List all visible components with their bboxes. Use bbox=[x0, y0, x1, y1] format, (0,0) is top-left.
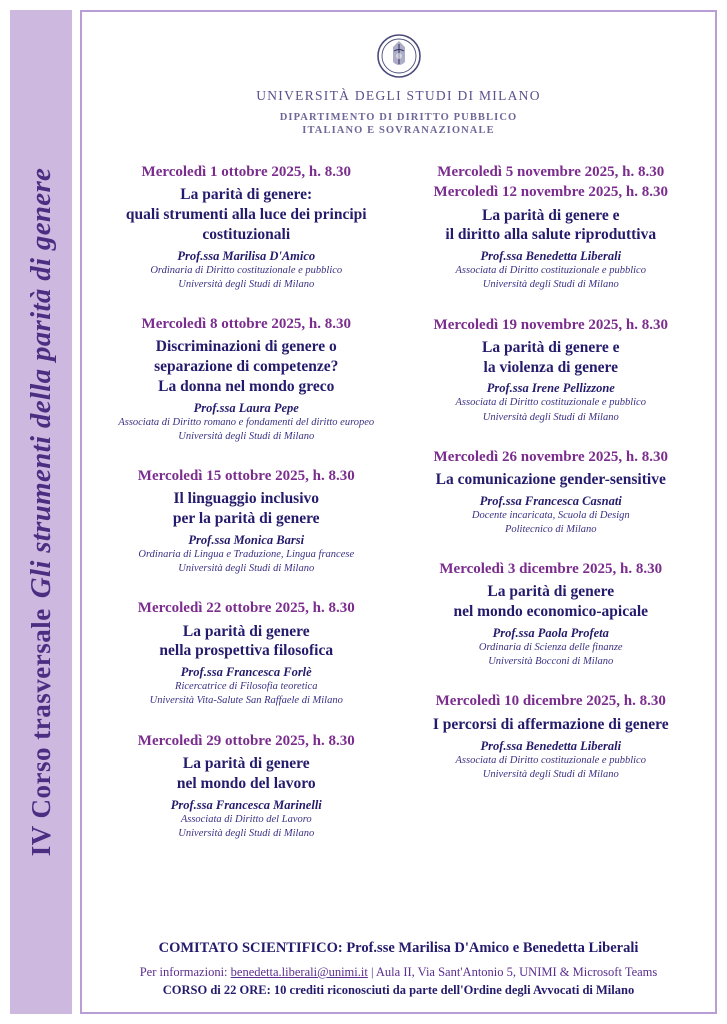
schedule-entry bbox=[405, 559, 698, 669]
entry-title-line: La parità di genere e bbox=[482, 338, 620, 356]
contact-info-suffix: | Aula II, Via Sant'Antonio 5, UNIMI & Microsoft Teams bbox=[367, 965, 658, 979]
entry-affiliation: Università degli Studi di Milano bbox=[178, 278, 315, 290]
entry-affiliation: Università Vita-Salute San Raffaele di Milano bbox=[149, 695, 343, 707]
entry-title bbox=[100, 489, 393, 529]
scientific-committee: COMITATO SCIENTIFICO: Prof.sse Marilisa D'Amico e Benedetta Liberali bbox=[158, 940, 639, 956]
entry-speaker: Prof.ssa Benedetta Liberali bbox=[480, 249, 622, 264]
entry-title bbox=[405, 582, 698, 622]
entry-speaker: Prof.ssa Monica Barsi bbox=[188, 533, 305, 548]
entry-affiliation: Università degli Studi di Milano bbox=[178, 563, 315, 575]
entry-speaker: Prof.ssa Francesca Marinelli bbox=[170, 797, 322, 812]
entry-title-line: La donna nel mondo greco bbox=[158, 377, 335, 395]
department-line-1: DIPARTIMENTO DI DIRITTO PUBBLICO bbox=[279, 112, 518, 123]
entry-title bbox=[100, 185, 393, 244]
entry-title-line: La comunicazione gender-sensitive bbox=[435, 471, 666, 488]
schedule-entry bbox=[100, 731, 393, 841]
entry-affiliation: Docente incaricata, Scuola di Design bbox=[471, 509, 630, 521]
entry-date: Mercoledì 29 ottobre 2025, h. 8.30 bbox=[137, 732, 355, 749]
entry-affiliation: Università degli Studi di Milano bbox=[178, 827, 315, 839]
poster-content bbox=[80, 10, 717, 1014]
entry-affiliation: Università degli Studi di Milano bbox=[482, 768, 619, 780]
schedule-entry bbox=[100, 162, 393, 292]
entry-date: Mercoledì 26 novembre 2025, h. 8.30 bbox=[433, 448, 668, 465]
entry-affiliation: Ordinaria di Scienza delle finanze bbox=[478, 642, 623, 654]
entry-speaker: Prof.ssa Irene Pellizzone bbox=[486, 381, 615, 396]
entry-title-line: nel mondo del lavoro bbox=[176, 774, 316, 792]
entry-title-line: La parità di genere bbox=[182, 754, 310, 772]
entry-title-line: nel mondo economico-apicale bbox=[453, 603, 649, 621]
schedule-entry bbox=[405, 315, 698, 425]
entry-title bbox=[405, 470, 698, 490]
schedule-column-right bbox=[399, 162, 704, 863]
entry-title-line: separazione di competenze? bbox=[154, 358, 339, 376]
entry-speaker: Prof.ssa Paola Profeta bbox=[492, 626, 609, 641]
entry-title-line: La parità di genere: bbox=[180, 186, 313, 204]
entry-title-line: quali strumenti alla luce dei principi bbox=[125, 206, 367, 224]
entry-affiliation: Associata di Diritto romano e fondamenti del diritto europeo bbox=[118, 416, 375, 428]
entry-title bbox=[100, 337, 393, 396]
entry-date: Mercoledì 15 ottobre 2025, h. 8.30 bbox=[137, 468, 355, 485]
entry-title-line: La parità di genere bbox=[487, 583, 615, 601]
sidebar-title-line2: Gli strumenti della parità di genere bbox=[24, 167, 57, 599]
schedule-columns bbox=[82, 162, 715, 863]
entry-title-line: La parità di genere bbox=[182, 622, 310, 640]
department-line-2: ITALIANO E SOVRANAZIONALE bbox=[302, 125, 495, 136]
entry-date: Mercoledì 12 novembre 2025, h. 8.30 bbox=[433, 184, 668, 201]
entry-affiliation: Università degli Studi di Milano bbox=[178, 430, 315, 442]
entry-affiliation: Associata di Diritto costituzionale e pubblico bbox=[455, 754, 646, 766]
sidebar-title-line1: IV Corso trasversale bbox=[25, 608, 56, 857]
entry-speaker: Prof.ssa Francesca Forlè bbox=[180, 665, 312, 680]
schedule-entry bbox=[405, 162, 698, 293]
schedule-entry bbox=[100, 314, 393, 444]
entry-date: Mercoledì 1 ottobre 2025, h. 8.30 bbox=[141, 164, 351, 180]
schedule-entry bbox=[100, 598, 393, 708]
schedule-entry bbox=[405, 447, 698, 537]
entry-title-line: costituzionali bbox=[202, 225, 291, 243]
entry-date: Mercoledì 22 ottobre 2025, h. 8.30 bbox=[137, 600, 355, 617]
university-name: UNIVERSITÀ DEGLI STUDI DI MILANO bbox=[256, 88, 541, 103]
entry-affiliation: Università Bocconi di Milano bbox=[488, 656, 614, 668]
schedule-column-left bbox=[94, 162, 399, 863]
entry-title-line: Discriminazioni di genere o bbox=[155, 338, 337, 356]
entry-affiliation: Università degli Studi di Milano bbox=[482, 279, 619, 291]
entry-date: Mercoledì 5 novembre 2025, h. 8.30 bbox=[437, 164, 665, 180]
entry-affiliation: Ricercatrice di Filosofia teoretica bbox=[175, 681, 318, 693]
entry-date: Mercoledì 10 dicembre 2025, h. 8.30 bbox=[435, 693, 666, 710]
entry-affiliation: Associata di Diritto costituzionale e pubblico bbox=[455, 397, 646, 409]
entry-title-line: I percorsi di affermazione di genere bbox=[432, 715, 669, 733]
entry-affiliation: Ordinaria di Diritto costituzionale e pubblico bbox=[150, 264, 343, 276]
entry-title bbox=[100, 754, 393, 794]
entry-affiliation: Ordinaria di Lingua e Traduzione, Lingua francese bbox=[138, 549, 355, 561]
entry-title bbox=[405, 206, 698, 246]
entry-speaker: Prof.ssa Laura Pepe bbox=[193, 400, 299, 415]
entry-date: Mercoledì 19 novembre 2025, h. 8.30 bbox=[433, 316, 668, 333]
university-crest-icon bbox=[375, 32, 423, 80]
entry-title-line: Il linguaggio inclusivo bbox=[173, 490, 320, 508]
sidebar-banner bbox=[10, 10, 72, 1014]
entry-affiliation: Associata di Diritto costituzionale e pubblico bbox=[455, 265, 646, 277]
entry-speaker: Prof.ssa Benedetta Liberali bbox=[480, 738, 622, 753]
schedule-entry bbox=[405, 691, 698, 781]
entry-speaker: Prof.ssa Francesca Casnati bbox=[479, 493, 622, 508]
contact-info bbox=[82, 965, 715, 980]
schedule-entry bbox=[100, 466, 393, 576]
entry-title bbox=[405, 715, 698, 735]
poster-header bbox=[82, 12, 715, 136]
sidebar-banner-text bbox=[10, 10, 72, 1014]
entry-title-line: nella prospettiva filosofica bbox=[159, 642, 334, 660]
entry-affiliation: Università degli Studi di Milano bbox=[482, 411, 619, 423]
entry-affiliation: Associata di Diritto del Lavoro bbox=[180, 813, 312, 825]
entry-date: Mercoledì 8 ottobre 2025, h. 8.30 bbox=[141, 316, 351, 333]
entry-title-line: la violenza di genere bbox=[483, 358, 618, 376]
entry-speaker: Prof.ssa Marilisa D'Amico bbox=[177, 248, 316, 263]
contact-email-link[interactable]: benedetta.liberali@unimi.it bbox=[230, 965, 368, 979]
entry-title-line: La parità di genere e bbox=[482, 206, 620, 224]
course-credits: CORSO di 22 ORE: 10 crediti riconosciuti da parte dell'Ordine degli Avvocati di Milano bbox=[162, 983, 635, 997]
contact-info-prefix: Per informazioni: bbox=[139, 965, 231, 979]
entry-affiliation: Politecnico di Milano bbox=[504, 524, 597, 535]
entry-date: Mercoledì 3 dicembre 2025, h. 8.30 bbox=[439, 561, 663, 578]
entry-title-line: il diritto alla salute riproduttiva bbox=[445, 226, 657, 244]
entry-title bbox=[405, 338, 698, 378]
entry-title bbox=[100, 622, 393, 662]
poster-footer bbox=[82, 940, 715, 998]
entry-title-line: per la parità di genere bbox=[172, 510, 320, 528]
